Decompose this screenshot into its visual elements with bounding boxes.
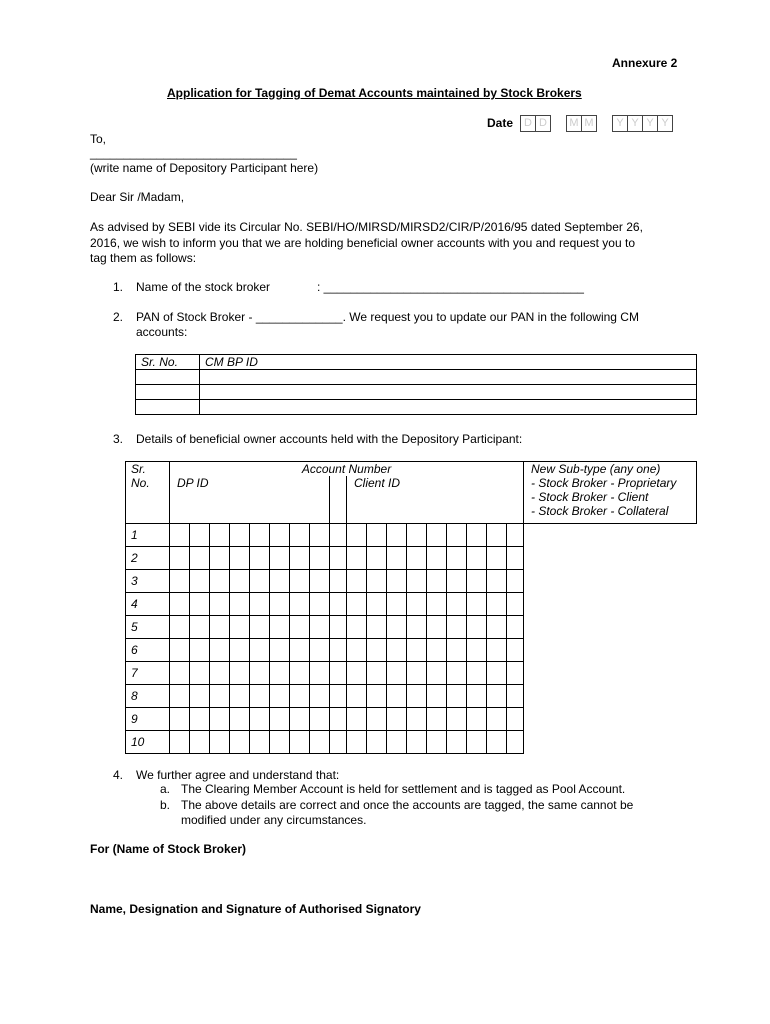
dp-id-digit-cell[interactable] (190, 615, 210, 638)
client-id-digit-cell[interactable] (427, 569, 447, 592)
bo-row-number: 2 (126, 546, 170, 569)
bo-row-number: 1 (126, 523, 170, 546)
client-id-digit-cell[interactable] (407, 546, 427, 569)
table-row[interactable] (126, 523, 697, 546)
client-id-digit-cell[interactable] (487, 615, 507, 638)
dp-id-digit-cell[interactable] (310, 569, 330, 592)
bo-row-number: 3 (126, 569, 170, 592)
client-id-digit-cell[interactable] (427, 523, 447, 546)
table-row[interactable] (126, 638, 697, 661)
subtype-cell[interactable] (507, 638, 524, 661)
date-month-box-2[interactable]: M (581, 115, 597, 132)
dp-id-digit-cell[interactable] (250, 569, 270, 592)
separator-cell (330, 523, 347, 546)
subtype-client: - Stock Broker - Client (531, 490, 649, 504)
dp-id-digit-cell[interactable] (190, 523, 210, 546)
dp-id-digit-cell[interactable] (210, 615, 230, 638)
annexure-label: Annexure 2 (612, 56, 678, 70)
client-id-digit-cell[interactable] (407, 730, 427, 753)
client-id-digit-cell[interactable] (467, 730, 487, 753)
table-row[interactable] (136, 385, 697, 400)
client-id-digit-cell[interactable] (407, 661, 427, 684)
client-id-digit-cell[interactable] (487, 707, 507, 730)
client-id-digit-cell[interactable] (347, 592, 367, 615)
client-id-digit-cell[interactable] (387, 546, 407, 569)
client-id-digit-cell[interactable] (387, 638, 407, 661)
client-id-digit-cell[interactable] (427, 707, 447, 730)
bo-row-number: 4 (126, 592, 170, 615)
client-id-digit-cell[interactable] (347, 615, 367, 638)
dp-id-digit-cell[interactable] (190, 592, 210, 615)
date-year-box-2[interactable]: Y (627, 115, 643, 132)
date-year-box-1[interactable]: Y (612, 115, 628, 132)
client-id-digit-cell[interactable] (447, 707, 467, 730)
dp-id-digit-cell[interactable] (290, 730, 310, 753)
client-id-digit-cell[interactable] (407, 615, 427, 638)
dp-id-digit-cell[interactable] (230, 569, 250, 592)
dp-id-digit-cell[interactable] (310, 615, 330, 638)
separator-cell (330, 730, 347, 753)
client-id-digit-cell[interactable] (467, 592, 487, 615)
client-id-digit-cell[interactable] (467, 569, 487, 592)
cm-header-sr-no: Sr. No. (136, 355, 200, 370)
dp-id-digit-cell[interactable] (170, 592, 190, 615)
separator-cell (330, 615, 347, 638)
table-row[interactable] (136, 370, 697, 385)
client-id-digit-cell[interactable] (347, 523, 367, 546)
table-row[interactable] (126, 615, 697, 638)
client-id-digit-cell[interactable] (467, 684, 487, 707)
item2-line-1: PAN of Stock Broker - _____________. We request you to update our PAN in the following CM (136, 310, 639, 324)
dp-id-digit-cell[interactable] (210, 684, 230, 707)
dp-id-digit-cell[interactable] (310, 592, 330, 615)
client-id-digit-cell[interactable] (427, 546, 447, 569)
intro-line-2: 2016, we wish to inform you that we are holding beneficial owner accounts with you and request you to (90, 236, 635, 250)
client-id-digit-cell[interactable] (467, 615, 487, 638)
bo-header-account-number: Account Number (170, 462, 524, 477)
dp-id-digit-cell[interactable] (270, 661, 290, 684)
dp-id-digit-cell[interactable] (190, 661, 210, 684)
page-title: Application for Tagging of Demat Accounts maintained by Stock Brokers (167, 86, 582, 100)
dp-id-digit-cell[interactable] (190, 546, 210, 569)
subtype-cell[interactable] (507, 523, 524, 546)
client-id-digit-cell[interactable] (387, 707, 407, 730)
bo-row-number: 7 (126, 661, 170, 684)
client-id-digit-cell[interactable] (487, 684, 507, 707)
client-id-digit-cell[interactable] (347, 707, 367, 730)
table-row[interactable] (126, 569, 697, 592)
dp-id-digit-cell[interactable] (190, 684, 210, 707)
client-id-digit-cell[interactable] (447, 523, 467, 546)
bo-row-number: 9 (126, 707, 170, 730)
bo-header-no: No. (131, 476, 150, 490)
subtype-cell[interactable] (507, 730, 524, 753)
client-id-digit-cell[interactable] (367, 546, 387, 569)
date-day-box-2[interactable]: D (535, 115, 551, 132)
dp-id-digit-cell[interactable] (230, 707, 250, 730)
dp-id-digit-cell[interactable] (210, 661, 230, 684)
separator-cell (330, 569, 347, 592)
client-id-digit-cell[interactable] (407, 592, 427, 615)
client-id-digit-cell[interactable] (447, 569, 467, 592)
client-id-digit-cell[interactable] (467, 661, 487, 684)
dp-id-digit-cell[interactable] (230, 546, 250, 569)
dp-id-digit-cell[interactable] (170, 661, 190, 684)
dp-id-digit-cell[interactable] (310, 523, 330, 546)
separator-cell (330, 661, 347, 684)
client-id-digit-cell[interactable] (347, 546, 367, 569)
dp-id-digit-cell[interactable] (250, 707, 270, 730)
subtype-cell[interactable] (507, 661, 524, 684)
dp-id-digit-cell[interactable] (250, 615, 270, 638)
dp-id-digit-cell[interactable] (290, 638, 310, 661)
dp-id-digit-cell[interactable] (170, 569, 190, 592)
salutation: Dear Sir /Madam, (90, 190, 185, 204)
client-id-digit-cell[interactable] (427, 661, 447, 684)
dp-id-digit-cell[interactable] (310, 707, 330, 730)
dp-id-digit-cell[interactable] (250, 684, 270, 707)
item1-label: Name of the stock broker (136, 280, 271, 294)
client-id-digit-cell[interactable] (347, 638, 367, 661)
bo-header-dp-id: DP ID (170, 476, 330, 523)
separator-cell (330, 707, 347, 730)
bo-row-number: 5 (126, 615, 170, 638)
client-id-digit-cell[interactable] (487, 569, 507, 592)
dp-hint: (write name of Depository Participant here) (90, 161, 319, 175)
intro-line-1: As advised by SEBI vide its Circular No. SEBI/HO/MIRSD/MIRSD2/CIR/P/2016/95 dated September 26, (90, 220, 643, 234)
client-id-digit-cell[interactable] (467, 707, 487, 730)
client-id-digit-cell[interactable] (387, 730, 407, 753)
bo-header-subtype (524, 462, 697, 524)
dp-id-digit-cell[interactable] (290, 523, 310, 546)
dp-id-digit-cell[interactable] (190, 707, 210, 730)
client-id-digit-cell[interactable] (407, 684, 427, 707)
dp-id-digit-cell[interactable] (170, 638, 190, 661)
client-id-digit-cell[interactable] (487, 523, 507, 546)
dp-id-digit-cell[interactable] (170, 730, 190, 753)
dp-id-digit-cell[interactable] (170, 707, 190, 730)
dp-id-digit-cell[interactable] (310, 638, 330, 661)
item4-b-label: b. (160, 798, 171, 812)
client-id-digit-cell[interactable] (367, 730, 387, 753)
dp-id-digit-cell[interactable] (250, 592, 270, 615)
date-input-group[interactable] (521, 115, 673, 132)
client-id-digit-cell[interactable] (447, 546, 467, 569)
date-year-box-3[interactable]: Y (642, 115, 658, 132)
dp-id-digit-cell[interactable] (250, 638, 270, 661)
item4-text: We further agree and understand that: (136, 768, 340, 782)
client-id-digit-cell[interactable] (347, 661, 367, 684)
dp-id-digit-cell[interactable] (270, 730, 290, 753)
dp-id-digit-cell[interactable] (230, 523, 250, 546)
dp-id-digit-cell[interactable] (210, 707, 230, 730)
client-id-digit-cell[interactable] (387, 592, 407, 615)
client-id-digit-cell[interactable] (447, 592, 467, 615)
client-id-digit-cell[interactable] (427, 730, 447, 753)
dp-id-digit-cell[interactable] (290, 684, 310, 707)
bo-header-sr: Sr. (131, 462, 146, 476)
client-id-digit-cell[interactable] (367, 569, 387, 592)
client-id-digit-cell[interactable] (467, 546, 487, 569)
dp-id-digit-cell[interactable] (270, 546, 290, 569)
subtype-collateral: - Stock Broker - Collateral (531, 504, 669, 518)
client-id-digit-cell[interactable] (407, 707, 427, 730)
signatory-label: Name, Designation and Signature of Authorised Signatory (90, 902, 421, 916)
client-id-digit-cell[interactable] (367, 615, 387, 638)
bo-accounts-table (125, 461, 697, 754)
dp-id-digit-cell[interactable] (210, 592, 230, 615)
bo-header-client-id: Client ID (347, 476, 524, 523)
bo-row-number: 10 (126, 730, 170, 753)
subtype-cell[interactable] (507, 615, 524, 638)
table-row[interactable] (126, 707, 697, 730)
client-id-digit-cell[interactable] (347, 730, 367, 753)
client-id-digit-cell[interactable] (487, 638, 507, 661)
dp-name-blank[interactable]: _______________________________ (90, 146, 297, 160)
date-label: Date (487, 116, 514, 130)
subtype-cell[interactable] (507, 546, 524, 569)
client-id-digit-cell[interactable] (487, 661, 507, 684)
table-row[interactable] (126, 730, 697, 753)
client-id-digit-cell[interactable] (367, 638, 387, 661)
item2-number: 2. (113, 310, 124, 324)
item4-a-text: The Clearing Member Account is held for settlement and is tagged as Pool Account. (181, 782, 626, 796)
cm-bp-table (135, 354, 697, 415)
client-id-digit-cell[interactable] (447, 730, 467, 753)
item4-b-line-2: modified under any circumstances. (181, 813, 367, 827)
client-id-digit-cell[interactable] (407, 638, 427, 661)
dp-id-digit-cell[interactable] (190, 730, 210, 753)
dp-id-digit-cell[interactable] (230, 638, 250, 661)
client-id-digit-cell[interactable] (467, 638, 487, 661)
client-id-digit-cell[interactable] (407, 523, 427, 546)
bo-header-sr-no (126, 462, 170, 524)
client-id-digit-cell[interactable] (367, 707, 387, 730)
table-row[interactable] (136, 400, 697, 415)
item4-b-line-1: The above details are correct and once the accounts are tagged, the same cannot be (181, 798, 634, 812)
separator-cell (330, 592, 347, 615)
separator-cell (330, 546, 347, 569)
dp-id-digit-cell[interactable] (310, 730, 330, 753)
dp-id-digit-cell[interactable] (270, 569, 290, 592)
bo-row-number: 6 (126, 638, 170, 661)
table-row[interactable] (126, 684, 697, 707)
client-id-digit-cell[interactable] (467, 523, 487, 546)
for-broker-label: For (Name of Stock Broker) (90, 842, 247, 856)
table-row[interactable] (126, 546, 697, 569)
client-id-digit-cell[interactable] (387, 684, 407, 707)
client-id-digit-cell[interactable] (407, 569, 427, 592)
client-id-digit-cell[interactable] (367, 592, 387, 615)
subtype-cell[interactable] (507, 684, 524, 707)
dp-id-digit-cell[interactable] (210, 546, 230, 569)
dp-id-digit-cell[interactable] (190, 638, 210, 661)
dp-id-digit-cell[interactable] (210, 569, 230, 592)
cm-header-bp-id: CM BP ID (200, 355, 697, 370)
dp-id-digit-cell[interactable] (310, 546, 330, 569)
dp-id-digit-cell[interactable] (230, 661, 250, 684)
dp-id-digit-cell[interactable] (290, 569, 310, 592)
date-day-box-1[interactable]: D (520, 115, 536, 132)
dp-id-digit-cell[interactable] (170, 684, 190, 707)
dp-id-digit-cell[interactable] (210, 638, 230, 661)
subtype-cell[interactable] (507, 592, 524, 615)
dp-id-digit-cell[interactable] (310, 684, 330, 707)
client-id-digit-cell[interactable] (367, 661, 387, 684)
client-id-digit-cell[interactable] (387, 569, 407, 592)
client-id-digit-cell[interactable] (367, 523, 387, 546)
dp-id-digit-cell[interactable] (230, 592, 250, 615)
client-id-digit-cell[interactable] (487, 730, 507, 753)
dp-id-digit-cell[interactable] (290, 592, 310, 615)
client-id-digit-cell[interactable] (427, 592, 447, 615)
dp-id-digit-cell[interactable] (270, 523, 290, 546)
client-id-digit-cell[interactable] (427, 638, 447, 661)
client-id-digit-cell[interactable] (447, 615, 467, 638)
intro-line-3: tag them as follows: (90, 251, 197, 265)
item1-number: 1. (113, 280, 124, 294)
item3-text: Details of beneficial owner accounts held with the Depository Participant: (136, 432, 523, 446)
dp-id-digit-cell[interactable] (270, 615, 290, 638)
client-id-digit-cell[interactable] (447, 638, 467, 661)
client-id-digit-cell[interactable] (347, 684, 367, 707)
dp-id-digit-cell[interactable] (210, 523, 230, 546)
dp-id-digit-cell[interactable] (170, 615, 190, 638)
client-id-digit-cell[interactable] (487, 546, 507, 569)
dp-id-digit-cell[interactable] (270, 684, 290, 707)
client-id-digit-cell[interactable] (447, 661, 467, 684)
dp-id-digit-cell[interactable] (270, 638, 290, 661)
date-month-box-1[interactable]: M (566, 115, 582, 132)
dp-id-digit-cell[interactable] (170, 523, 190, 546)
dp-id-digit-cell[interactable] (290, 615, 310, 638)
separator-cell (330, 684, 347, 707)
dp-id-digit-cell[interactable] (190, 569, 210, 592)
dp-id-digit-cell[interactable] (250, 546, 270, 569)
dp-id-digit-cell[interactable] (210, 730, 230, 753)
dp-id-digit-cell[interactable] (170, 546, 190, 569)
dp-id-digit-cell[interactable] (290, 546, 310, 569)
bo-row-number: 8 (126, 684, 170, 707)
dp-id-digit-cell[interactable] (290, 661, 310, 684)
client-id-digit-cell[interactable] (367, 684, 387, 707)
item2-line-2: accounts: (136, 325, 188, 339)
subtype-heading: New Sub-type (any one) (531, 462, 661, 476)
client-id-digit-cell[interactable] (427, 615, 447, 638)
dp-id-digit-cell[interactable] (250, 730, 270, 753)
dp-id-digit-cell[interactable] (290, 707, 310, 730)
client-id-digit-cell[interactable] (387, 615, 407, 638)
dp-id-digit-cell[interactable] (270, 707, 290, 730)
table-row[interactable] (126, 592, 697, 615)
client-id-digit-cell[interactable] (347, 569, 367, 592)
client-id-digit-cell[interactable] (387, 661, 407, 684)
date-year-box-4[interactable]: Y (657, 115, 673, 132)
dp-id-digit-cell[interactable] (270, 592, 290, 615)
client-id-digit-cell[interactable] (427, 684, 447, 707)
client-id-digit-cell[interactable] (387, 523, 407, 546)
item3-number: 3. (113, 432, 124, 446)
separator-cell (330, 638, 347, 661)
item4-number: 4. (113, 768, 124, 782)
dp-id-digit-cell[interactable] (230, 684, 250, 707)
subtype-cell[interactable] (507, 707, 524, 730)
broker-name-blank[interactable]: : _______________________________________ (317, 280, 584, 294)
dp-id-digit-cell[interactable] (250, 523, 270, 546)
item4-a-label: a. (160, 782, 171, 796)
dp-id-digit-cell[interactable] (230, 615, 250, 638)
client-id-digit-cell[interactable] (487, 592, 507, 615)
table-row[interactable] (126, 661, 697, 684)
to-label: To, (90, 132, 107, 146)
client-id-digit-cell[interactable] (447, 684, 467, 707)
dp-id-digit-cell[interactable] (310, 661, 330, 684)
subtype-cell[interactable] (507, 569, 524, 592)
dp-id-digit-cell[interactable] (250, 661, 270, 684)
subtype-proprietary: - Stock Broker - Proprietary (531, 476, 677, 490)
dp-id-digit-cell[interactable] (230, 730, 250, 753)
